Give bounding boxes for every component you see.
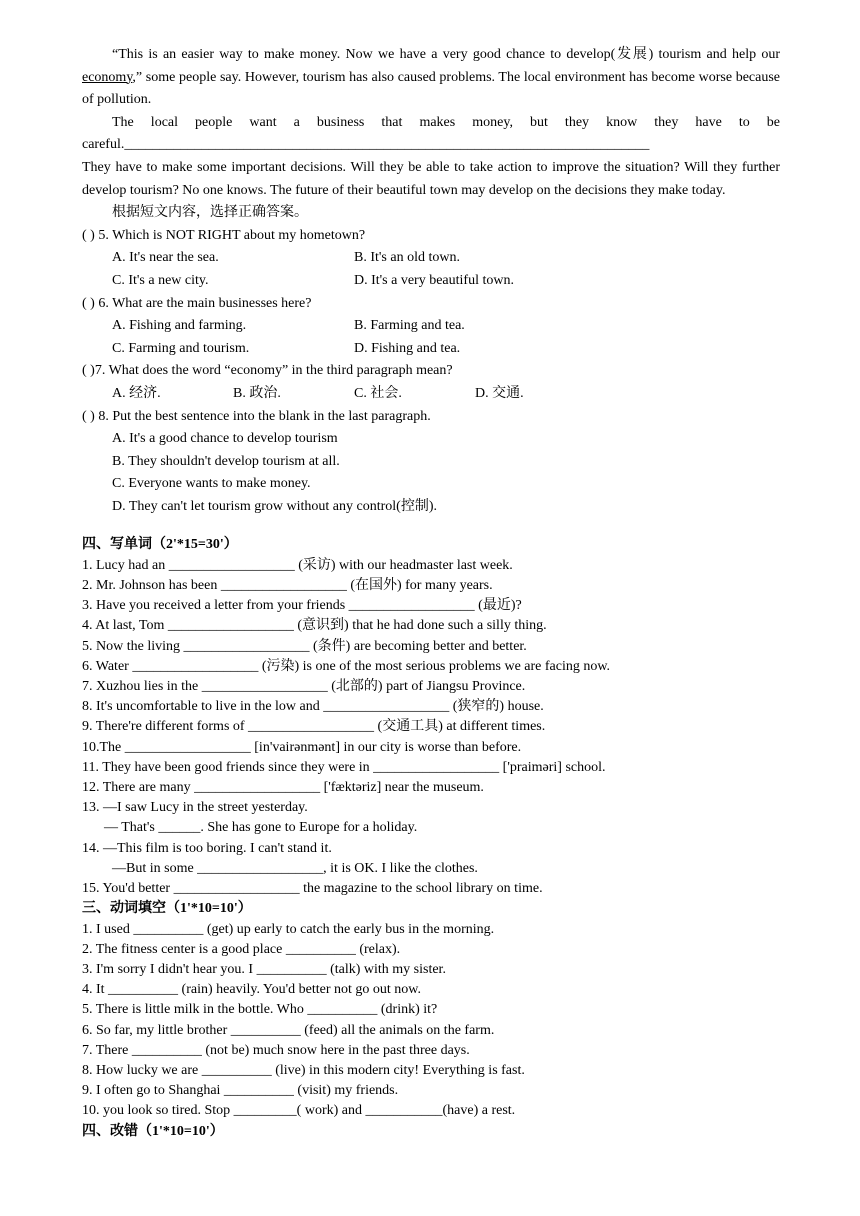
section-title-verb-fill: 三、动词填空（1'*10=10'） <box>82 901 252 917</box>
option-b: B. 政治. <box>233 385 281 401</box>
option-a: A. It's a good chance to develop tourism <box>112 431 338 447</box>
list-item: 7. There __________ (not be) much snow here in the past three days. <box>82 1042 470 1058</box>
option-c: C. Everyone wants to make money. <box>112 476 311 492</box>
list-item: 9. I often go to Shanghai __________ (visit) my friends. <box>82 1083 399 1099</box>
list-item: 5. Now the living __________________ (条件) are becoming better and better. <box>82 638 527 654</box>
option-c: C. 社会. <box>354 385 402 401</box>
list-item: 14. —This film is too boring. I can't stand it. <box>82 840 332 856</box>
option-d: D. It's a very beautiful town. <box>354 272 514 288</box>
list-item: 8. It's uncomfortable to live in the low and __________________ (狭窄的) house. <box>82 699 544 715</box>
section-title-corrections: 四、改错（1'*10=10'） <box>82 1123 224 1139</box>
list-item: 4. It __________ (rain) heavily. You'd better not go out now. <box>82 982 422 998</box>
option-a: A. 经济. <box>112 385 161 401</box>
question-7-stem: ( )7. What does the word “economy” in the third paragraph mean? <box>82 363 453 379</box>
list-item: 13. —I saw Lucy in the street yesterday. <box>82 800 308 816</box>
list-item: 5. There is little milk in the bottle. Who __________ (drink) it? <box>82 1002 438 1018</box>
list-item: 10. you look so tired. Stop _________( work) and ___________(have) a rest. <box>82 1103 516 1119</box>
list-item: 12. There are many __________________ ['fæktəriz] near the museum. <box>82 780 484 795</box>
option-b: B. Farming and tea. <box>354 318 465 334</box>
option-b: B. It's an old town. <box>354 250 460 266</box>
reading-paragraph-2-line1: The local people want a business that makes money, but they know they have to be <box>112 114 780 130</box>
question-5-options-row-1 <box>82 247 780 270</box>
list-item: 1. Lucy had an __________________ (采访) with our headmaster last week. <box>82 557 513 573</box>
question-5-stem: ( ) 5. Which is NOT RIGHT about my hometown? <box>82 227 366 243</box>
underlined-word: economy <box>82 69 133 85</box>
option-b: B. They shouldn't develop tourism at all. <box>112 453 340 469</box>
list-item-reply: — That's ______. She has gone to Europe for a holiday. <box>104 820 418 836</box>
option-d: D. Fishing and tea. <box>354 340 461 356</box>
option-a: A. It's near the sea. <box>112 250 219 266</box>
reading-paragraph-2-blank: careful.___________________________________________________________________________ <box>82 137 650 153</box>
reading-paragraph-3: They have to make some important decisions. Will they be able to take action to improve the situation? Will they further develop tourism? No one knows. The future of their beautiful town may develop on the decisions they make today. <box>82 159 780 198</box>
list-item: 11. They have been good friends since they were in __________________ ['praiməri] school. <box>82 759 606 775</box>
list-item: 7. Xuzhou lies in the __________________ (北部的) part of Jiangsu Province. <box>82 678 526 694</box>
list-item: 3. I'm sorry I didn't hear you. I __________ (talk) with my sister. <box>82 961 446 977</box>
question-6-options-row-1 <box>82 315 780 338</box>
list-item: 1. I used __________ (get) up early to catch the early bus in the morning. <box>82 921 495 937</box>
option-c: C. It's a new city. <box>112 272 209 288</box>
question-5-options-row-2 <box>82 270 780 293</box>
question-6-options-row-2 <box>82 338 780 361</box>
list-item-reply: —But in some __________________, it is OK. I like the clothes. <box>112 860 478 876</box>
list-item: 2. Mr. Johnson has been __________________ (在国外) for many years. <box>82 577 493 593</box>
question-8-stem: ( ) 8. Put the best sentence into the blank in the last paragraph. <box>82 408 431 424</box>
option-c: C. Farming and tourism. <box>112 340 250 356</box>
list-item: 10.The __________________ [in'vairənmənt] in our city is worse than before. <box>82 739 522 755</box>
paragraph-text: “This is an easier way to make money. Now we have a very good chance to develop(发展) tourism and help our <box>112 47 780 62</box>
section-title-write-words: 四、写单词（2'*15=30'） <box>82 537 238 553</box>
option-d: D. They can't let tourism grow without any control(控制). <box>112 498 437 514</box>
list-item: 4. At last, Tom __________________ (意识到) that he had done such a silly thing. <box>82 618 547 634</box>
question-7-options <box>82 383 780 406</box>
list-item: 15. You'd better __________________ the magazine to the school library on time. <box>82 881 543 897</box>
list-item: 9. There're different forms of __________________ (交通工具) at different times. <box>82 719 546 735</box>
list-item: 6. So far, my little brother __________ (feed) all the animals on the farm. <box>82 1022 495 1038</box>
option-d: D. 交通. <box>475 385 524 401</box>
list-item: 6. Water __________________ (污染) is one of the most serious problems we are facing now. <box>82 658 611 674</box>
paragraph-text: ,” some people say. However, tourism has also caused problems. The local environment has become worse because of pollution. <box>82 69 780 108</box>
worksheet-page <box>82 44 780 1142</box>
option-a: A. Fishing and farming. <box>112 318 247 334</box>
reading-paragraph-1 <box>82 44 780 112</box>
reading-instruction: 根据短文内容，选择正确答案。 <box>112 205 308 221</box>
list-item: 2. The fitness center is a good place __________ (relax). <box>82 941 401 957</box>
list-item: 8. How lucky we are __________ (live) in this modern city! Everything is fast. <box>82 1062 525 1078</box>
list-item: 3. Have you received a letter from your friends __________________ (最近)? <box>82 598 522 614</box>
question-6-stem: ( ) 6. What are the main businesses here? <box>82 295 312 311</box>
